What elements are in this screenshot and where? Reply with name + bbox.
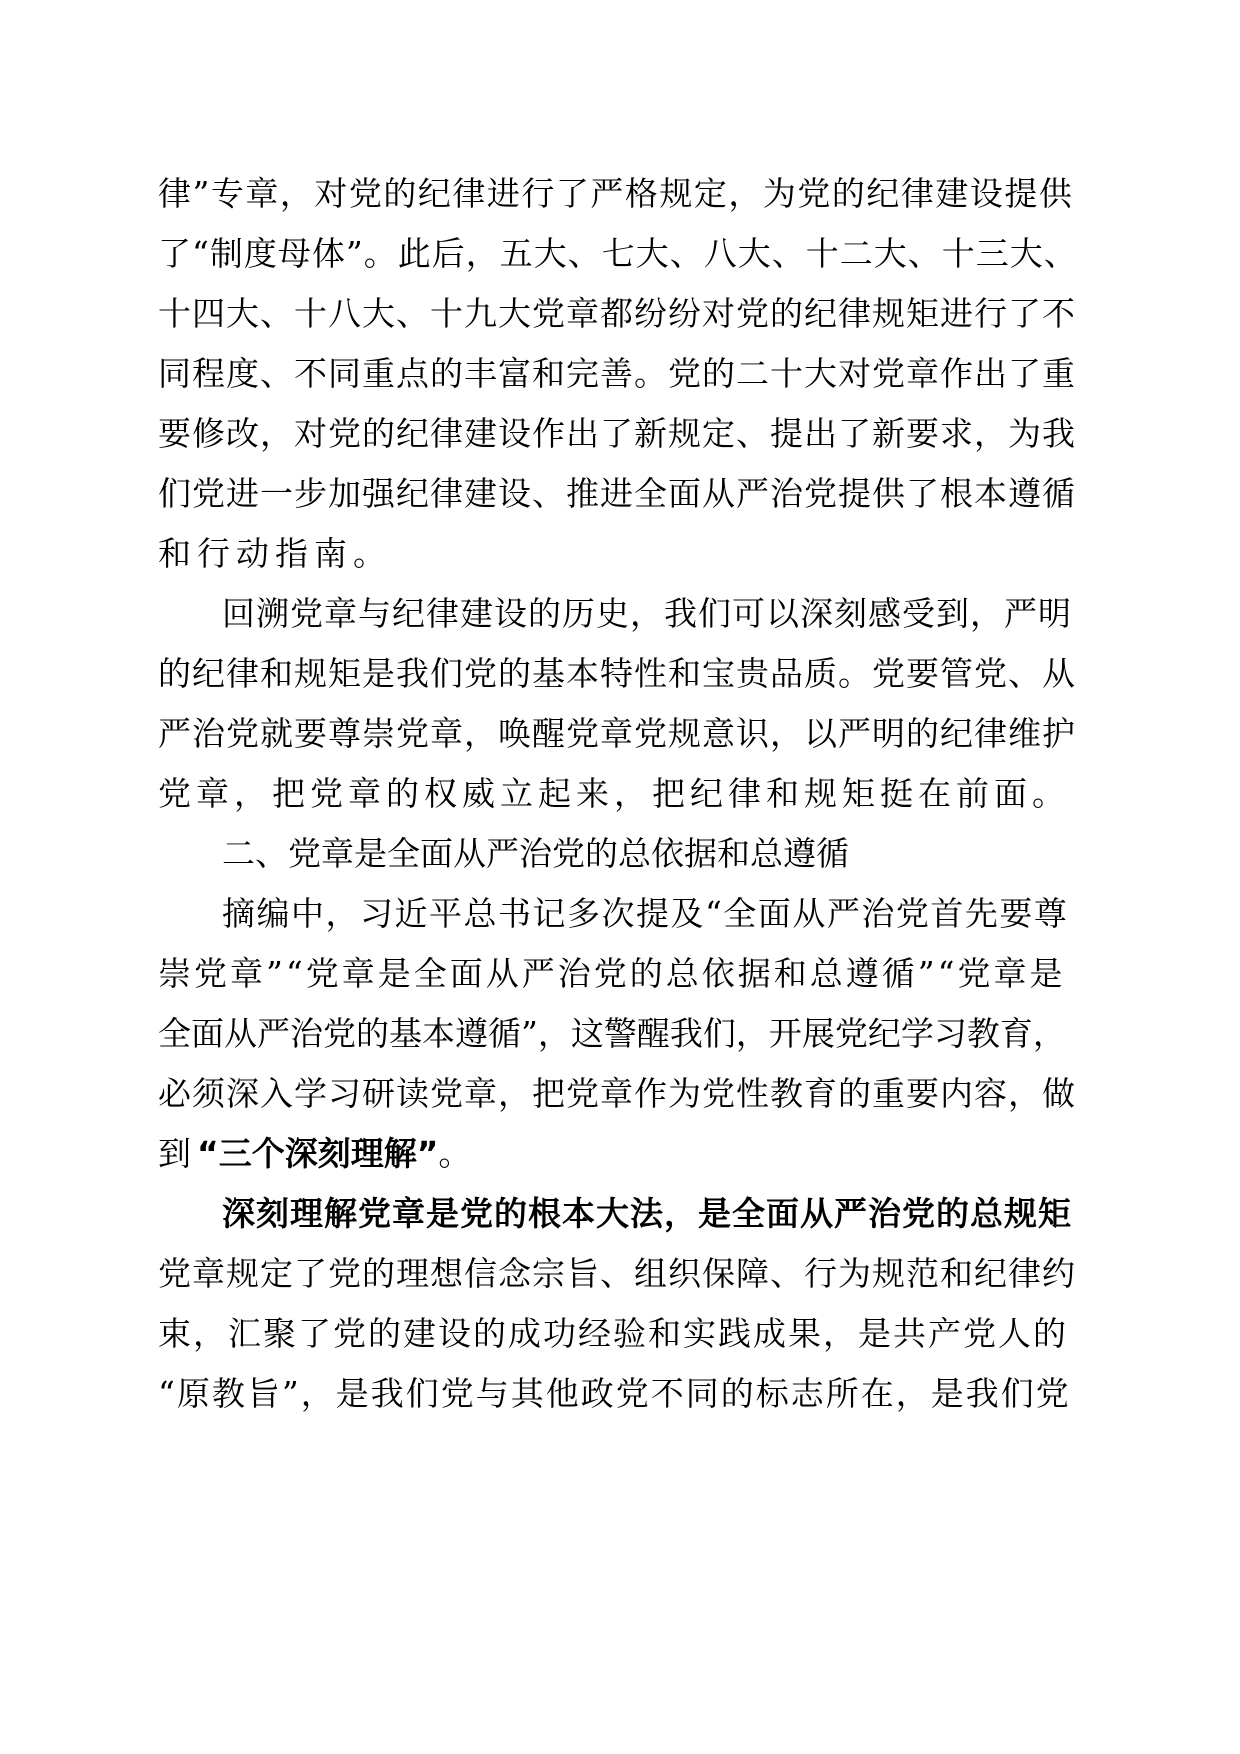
body-line: 回溯党章与纪律建设的历史，我们可以深刻感受到，严明	[222, 594, 1072, 633]
body-line: 崇党章”“党章是全面从严治党的总依据和总遵循”“党章是	[158, 954, 1066, 993]
body-text: 。	[438, 1134, 478, 1173]
body-line: 们党进一步加强纪律建设、推进全面从严治党提供了根本遵循	[158, 474, 1076, 513]
body-line: 律”专章，对党的纪律进行了严格规定，为党的纪律建设提供	[158, 174, 1074, 213]
body-line: 十四大、十八大、十九大党章都纷纷对党的纪律规矩进行了不	[158, 294, 1076, 333]
body-line: “原教旨”，是我们党与其他政党不同的标志所在，是我们党	[158, 1374, 1071, 1413]
body-line: 了“制度母体”。此后，五大、七大、八大、十二大、十三大、	[158, 234, 1078, 273]
body-line: 党章，把党章的权威立起来，把纪律和规矩挺在前面。	[158, 774, 1070, 813]
body-line: 全面从严治党的基本遵循”，这警醒我们，开展党纪学习教育，	[158, 1014, 1066, 1053]
body-line: 党章规定了党的理想信念宗旨、组织保障、行为规范和纪律约	[158, 1254, 1076, 1293]
body-line: 摘编中，习近平总书记多次提及“全面从严治党首先要尊	[222, 894, 1069, 933]
body-line: 的纪律和规矩是我们党的基本特性和宝贵品质。党要管党、从	[158, 654, 1076, 693]
body-line: 严治党就要尊崇党章，唤醒党章党规意识，以严明的纪律维护	[158, 714, 1076, 753]
body-line: 要修改，对党的纪律建设作出了新规定、提出了新要求，为我	[158, 414, 1076, 453]
emphasis-text: “三个深刻理解”	[197, 1134, 439, 1173]
bold-subheading: 深刻理解党章是党的根本大法，是全面从严治党的总规矩	[222, 1194, 1072, 1233]
body-line-mixed	[158, 1134, 1078, 1174]
body-line: 必须深入学习研读党章，把党章作为党性教育的重要内容，做	[158, 1074, 1076, 1113]
body-text: 到	[158, 1134, 197, 1173]
section-heading: 二、党章是全面从严治党的总依据和总遵循	[222, 834, 849, 873]
body-line: 束，汇聚了党的建设的成功经验和实践成果，是共产党人的	[158, 1314, 1068, 1353]
body-line: 同程度、不同重点的丰富和完善。党的二十大对党章作出了重	[158, 354, 1076, 393]
body-line: 和行动指南。	[158, 534, 392, 573]
